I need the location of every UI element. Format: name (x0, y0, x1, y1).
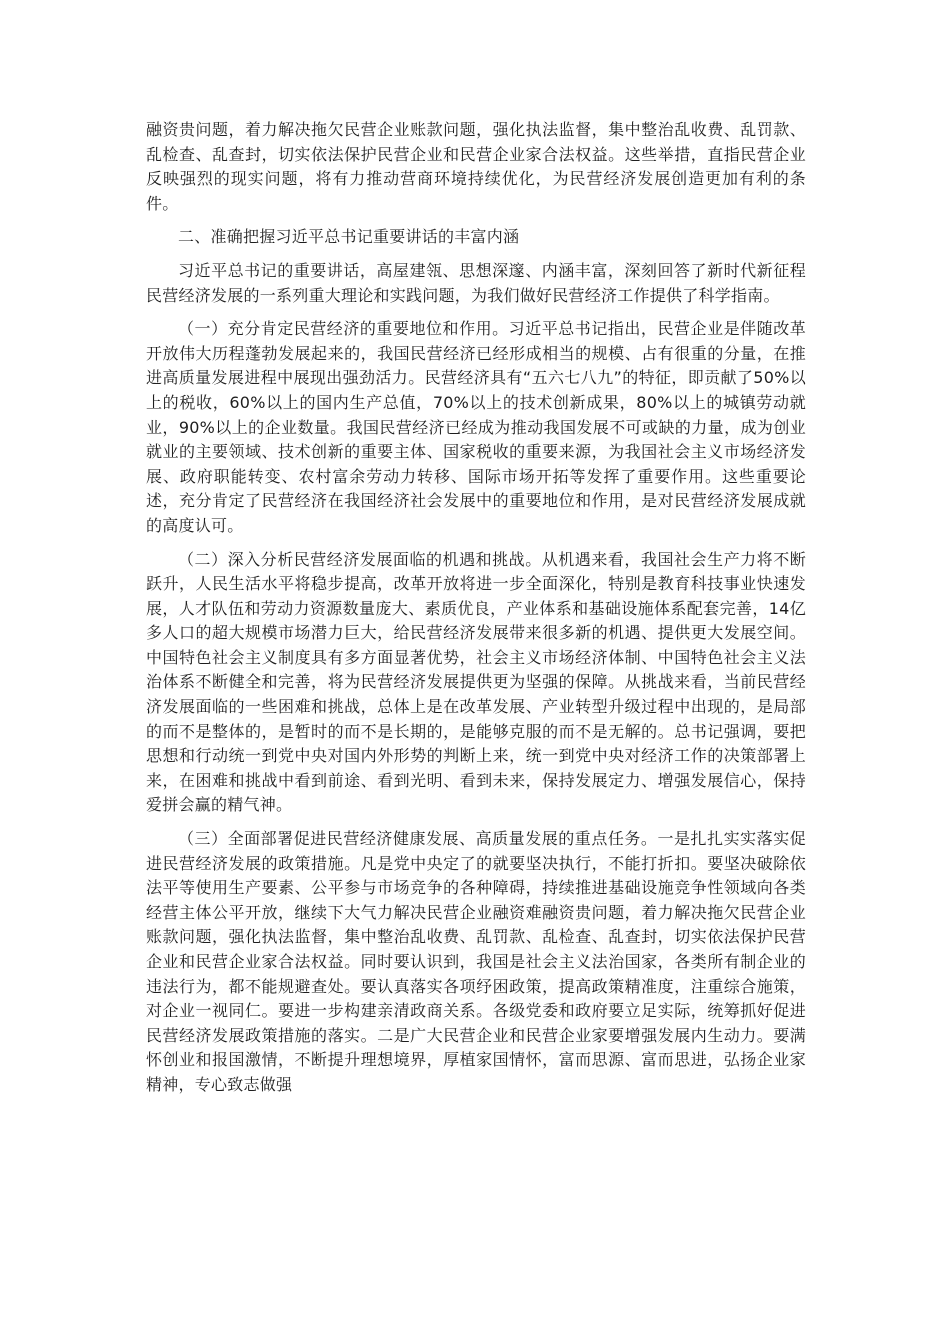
paragraph-point-2: （二）深入分析民营经济发展面临的机遇和挑战。从机遇来看，我国社会生产力将不断跃升，人民生活水平将稳步提高，改革开放将进一步全面深化，特别是教育科技事业快速发展，人才队伍和劳动力资源数量庞大、素质优良，产业体系和基础设施体系配套完善，14亿多人口的超大规模市场潜力巨大，给民营经济发展带来很多新的机遇、提供更大发展空间。中国特色社会主义制度具有多方面显著优势，社会主义市场经济体制、中国特色社会主义法治体系不断健全和完善，将为民营经济发展提供更为坚强的保障。从挑战来看，当前民营经济发展面临的一些困难和挑战，总体上是在改革发展、产业转型升级过程中出现的，是局部的而不是整体的，是暂时的而不是长期的，是能够克服的而不是无解的。总书记强调，要把思想和行动统一到党中央对国内外形势的判断上来，统一到党中央对经济工作的决策部署上来，在困难和挑战中看到前途、看到光明、看到未来，保持发展定力、增强发展信心，保持爱拼会赢的精气神。 (146, 549, 806, 815)
paragraph-point-3: （三）全面部署促进民营经济健康发展、高质量发展的重点任务。一是扎扎实实落实促进民营经济发展的政策措施。凡是党中央定了的就要坚决执行，不能打折扣。要坚决破除依法平等使用生产要素、公平参与市场竞争的各种障碍，持续推进基础设施竞争性领域向各类经营主体公平开放，继续下大气力解决民营企业融资难融资贵问题，着力解决拖欠民营企业账款问题，强化执法监督，集中整治乱收费、乱罚款、乱检查、乱查封，切实依法保护民营企业和民营企业家合法权益。同时要认识到，我国是社会主义法治国家，各类所有制企业的违法行为，都不能规避查处。要认真落实各项纾困政策，提高政策精准度，注重综合施策，对企业一视同仁。要进一步构建亲清政商关系。各级党委和政府要立足实际，统筹抓好促进民营经济发展政策措施的落实。二是广大民营企业和民营企业家要增强发展内生动力。要满怀创业和报国激情，不断提升理想境界，厚植家国情怀，富而思源、富而思进，弘扬企业家精神，专心致志做强 (146, 829, 806, 1094)
paragraph-intro: 习近平总书记的重要讲话，高屋建瓴、思想深邃、内涵丰富，深刻回答了新时代新征程民营经济发展的一系列重大理论和实践问题，为我们做好民营经济工作提供了科学指南。 (146, 260, 806, 305)
paragraph-point-1: （一）充分肯定民营经济的重要地位和作用。习近平总书记指出，民营企业是伴随改革开放伟大历程蓬勃发展起来的，我国民营经济已经形成相当的规模、占有很重的分量，在推进高质量发展进程中展现出强劲活力。民营经济具有“五六七八九”的特征，即贡献了50%以上的税收，60%以上的国内生产总值，70%以上的技术创新成果，80%以上的城镇劳动就业，90%以上的企业数量。我国民营经济已经成为推动我国发展不可或缺的力量，成为创业就业的主要领域、技术创新的重要主体、国家税收的重要来源，为我国社会主义市场经济发展、政府职能转变、农村富余劳动力转移、国际市场开拓等发挥了重要作用。这些重要论述，充分肯定了民营经济在我国经济社会发展中的重要地位和作用，是对民营经济发展成就的高度认可。 (146, 319, 806, 535)
paragraph-continued: 融资贵问题，着力解决拖欠民营企业账款问题，强化执法监督，集中整治乱收费、乱罚款、乱检查、乱查封，切实依法保护民营企业和民营企业家合法权益。这些举措，直指民营企业反映强烈的现实问题，将有力推动营商环境持续优化，为民营经济发展创造更加有利的条件。 (146, 120, 806, 213)
document-page (146, 118, 806, 1098)
section-heading: 二、准确把握习近平总书记重要讲话的丰富内涵 (178, 227, 520, 247)
